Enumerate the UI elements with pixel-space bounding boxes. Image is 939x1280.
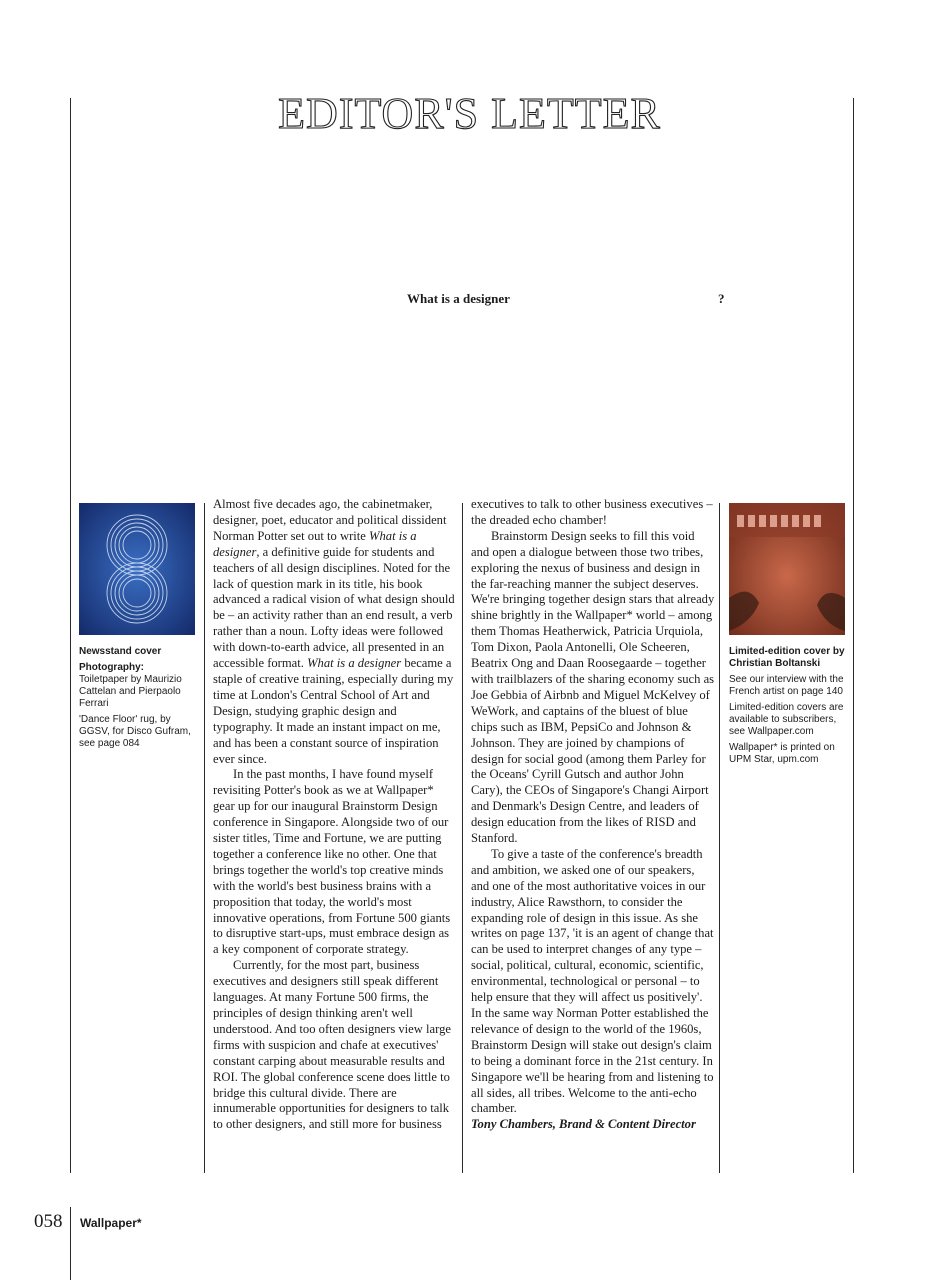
photography-credit: Toiletpaper by Maurizio Cattelan and Pierpaolo Ferrari	[79, 674, 182, 709]
page-title: EDITOR'S LETTER	[278, 89, 661, 138]
interview-note: See our interview with the French artist on page 140	[729, 674, 844, 697]
paragraph-1-part-a: Almost five decades ago, the cabinetmaker, designer, poet, educator and political dissident Norman Potter set out to write	[213, 497, 447, 543]
limited-edition-cover-image	[729, 503, 845, 635]
article-column-2	[471, 497, 715, 1133]
newsstand-cover-image	[79, 503, 195, 635]
rug-note: 'Dance Floor' rug, by GGSV, for Disco Gufram, see page 084	[79, 714, 191, 749]
article-paragraph-2: In the past months, I have found myself revisiting Potter's book as we at Wallpaper* gear up for our inaugural Brainstorm Design conference in Singapore. Alongside two of our sister titles, Time and Fortune, we are putting together a conference like no other. One that brings together the world's top creative minds with the world's best business brains with a proposition that today, the world's most innovative operations, from Fortune 500 giants to disruptive start-ups, must embrace design as a key component of corporate strategy.	[213, 767, 451, 957]
subhead-text: What is a designer	[407, 291, 510, 306]
col-rule-left	[204, 503, 205, 1173]
article-paragraph-5: To give a taste of the conference's breadth and ambition, we asked one of our speakers, and one of the most authoritative voices in our industry, Alice Rawsthorn, to consider the expanding role of design in this issue. As she writes on page 137, 'it is an agent of change that can be used to interpret changes of any type – social, political, cultural, economic, scientific, environmental, technological or personal – to help ensure that they will affect us positively'. In the same way Norman Potter established the relevance of design to the world of the 1960s, Brainstorm Design will stake out design's claim to being a dominant force in the 21st century. In Singapore we'll be hearing from and listening to all sides, all tribes. Welcome to the anti-echo chamber.	[471, 846, 714, 1116]
article-paragraph-4: Brainstorm Design seeks to fill this void and open a dialogue between those two tribes, exploring the nexus of business and design in the far-reaching manner the subject deserves. We're bringing together design stars that already shine brightly in the Wallpaper* world – among them Thomas Heatherwick, Patricia Urquiola, Tom Dixon, Paola Antonelli, Ole Scheeren, Beatrix Ong and Daan Roosegaarde – together with trailblazers of the sharing economy such as Joe Gebbia of Airbnb and Miguel McKelvey of WeWork, and captains of the bluest of blue chips such as IBM, PepsiCo and Johnson & Johnson. They are joined by champions of design for social good (among them Parley for the Oceans' Cyrill Gutsch and author John Cary), the CEOs of Singapore's Changi Airport and Denmark's Design Centre, and leaders of design education from the likes of RISD and Stanford.	[471, 528, 715, 846]
photography-label: Photography:	[79, 662, 144, 673]
right-caption-block	[729, 646, 847, 770]
editor-signature: Tony Chambers, Brand & Content Director	[471, 1117, 696, 1132]
subscriber-note: Limited-edition covers are available to subscribers, see Wallpaper.com	[729, 702, 844, 737]
col-rule-middle	[462, 503, 463, 1173]
brand-logo: Wallpaper*	[80, 1216, 142, 1230]
printing-note: Wallpaper* is printed on UPM Star, upm.com	[729, 742, 835, 765]
boltanski-cover-image	[729, 503, 845, 635]
footer-rule	[70, 1207, 71, 1280]
right-page-rule	[853, 98, 854, 1173]
subhead-question-mark: ?	[718, 291, 725, 306]
article-paragraph-3: Currently, for the most part, business executives and designers still speak different languages. At many Fortune 500 firms, the principles of design thinking aren't well understood. And too often designers view large firms with suspicion and chafe at executives' constant carping about measurable results and ROI. The global conference scene does little to bridge this cultural divide. There are innumerable opportunities for designers to talk to other designers, and still more for business	[213, 958, 451, 1132]
paragraph-1-part-c: became a staple of creative training, especially during my time at London's Central School of Art and Design, studying graphic design and typography. It made an instant impact on me, and has been a constant source of inspiration ever since.	[213, 656, 454, 766]
article-paragraph-1	[213, 497, 457, 767]
left-page-rule	[70, 98, 71, 1173]
article-column-1	[213, 497, 457, 1133]
page-number: 058	[34, 1211, 63, 1232]
limited-edition-cover-label: Limited-edition cover by Christian Boltanski	[729, 646, 845, 669]
book-title: What is a designer	[213, 528, 417, 559]
paragraph-1-part-b: , a definitive guide for students and teachers of all design disciplines. Noted for the lack of question mark in its title, his book advanced a radical vision of what design should be – an activity rather than an end result, a verb rather than a noun. Lofty ideas were followed with down-to-earth advice, all presented in an accessible format.	[213, 544, 455, 671]
newsstand-cover-label: Newsstand cover	[79, 646, 162, 657]
book-title-repeat: What is a designer	[307, 656, 402, 671]
interlocking-rings-cover-image	[79, 503, 195, 635]
left-caption-block	[79, 646, 197, 754]
article-paragraph-3-continued: executives to talk to other business executives – the dreaded echo chamber!	[471, 497, 713, 527]
col-rule-right	[719, 503, 720, 1173]
